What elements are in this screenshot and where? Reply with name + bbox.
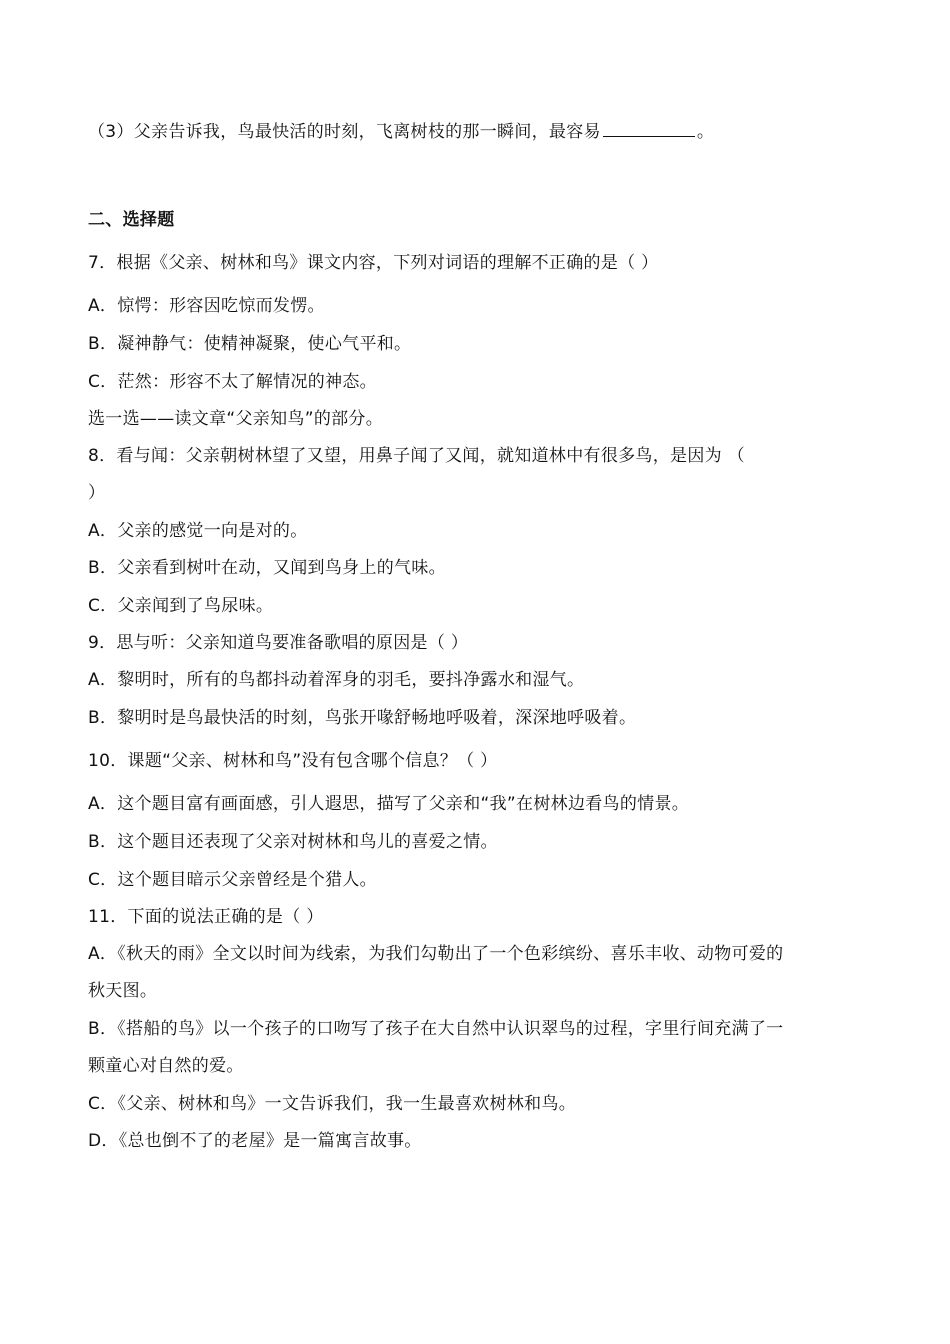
question-6-part-3-end: 。 — [696, 122, 715, 142]
question-7-option-b: B．凝神静气：使精神凝聚，使心气平和。 — [88, 334, 412, 354]
question-10-option-a: A．这个题目富有画面感，引人遐思，描写了父亲和“我”在树林边看鸟的情景。 — [88, 794, 690, 814]
answer-blank — [603, 120, 695, 137]
question-11-option-c: C．《父亲、树林和鸟》一文告诉我们，我一生最喜欢树林和鸟。 — [88, 1094, 577, 1114]
question-8-option-c: C．父亲闻到了鸟尿味。 — [88, 596, 274, 616]
question-6-part-3-text: （3）父亲告诉我，鸟最快活的时刻，飞离树枝的那一瞬间，最容易 — [88, 122, 601, 142]
question-9-stem: 9．思与听：父亲知道鸟要准备歌唱的原因是（ ） — [88, 633, 469, 653]
question-7-stem: 7．根据《父亲、树林和鸟》课文内容，下列对词语的理解不正确的是（ ） — [88, 253, 659, 273]
question-7-option-c: C．茫然：形容不太了解情况的神态。 — [88, 372, 377, 392]
question-11-option-b-continued: 颗童心对自然的爱。 — [88, 1056, 244, 1076]
question-8-option-a: A．父亲的感觉一向是对的。 — [88, 521, 308, 541]
question-11-option-a-continued: 秋天图。 — [88, 981, 158, 1001]
question-11-option-d: D．《总也倒不了的老屋》是一篇寓言故事。 — [88, 1131, 422, 1151]
question-8-stem-continued: ） — [88, 483, 106, 503]
question-7-option-a: A．惊愕：形容因吃惊而发愣。 — [88, 296, 325, 316]
section-heading: 二、选择题 — [88, 210, 175, 230]
question-10-option-c: C．这个题目暗示父亲曾经是个猎人。 — [88, 870, 377, 890]
question-10-stem: 10．课题“父亲、树林和鸟”没有包含哪个信息？（ ） — [88, 751, 498, 771]
question-9-option-b: B．黎明时是鸟最快活的时刻，鸟张开喙舒畅地呼吸着，深深地呼吸着。 — [88, 708, 637, 728]
question-6-part-3 — [88, 120, 714, 144]
question-8-stem: 8．看与闻：父亲朝树林望了又望，用鼻子闻了又闻，就知道林中有很多鸟，是因为 （ — [88, 446, 745, 466]
question-11-stem: 11．下面的说法正确的是（ ） — [88, 907, 324, 927]
reading-instruction: 选一选——读文章“父亲知鸟”的部分。 — [88, 409, 384, 429]
question-11-option-a: A．《秋天的雨》全文以时间为线索，为我们勾勒出了一个色彩缤纷、喜乐丰收、动物可爱的 — [88, 944, 784, 964]
question-10-option-b: B．这个题目还表现了父亲对树林和鸟儿的喜爱之情。 — [88, 832, 498, 852]
question-11-option-b: B．《搭船的鸟》以一个孩子的口吻写了孩子在大自然中认识翠鸟的过程，字里行间充满了一 — [88, 1019, 784, 1039]
question-9-option-a: A．黎明时，所有的鸟都抖动着浑身的羽毛，要抖净露水和湿气。 — [88, 670, 585, 690]
question-8-option-b: B．父亲看到树叶在动，又闻到鸟身上的气味。 — [88, 558, 446, 578]
